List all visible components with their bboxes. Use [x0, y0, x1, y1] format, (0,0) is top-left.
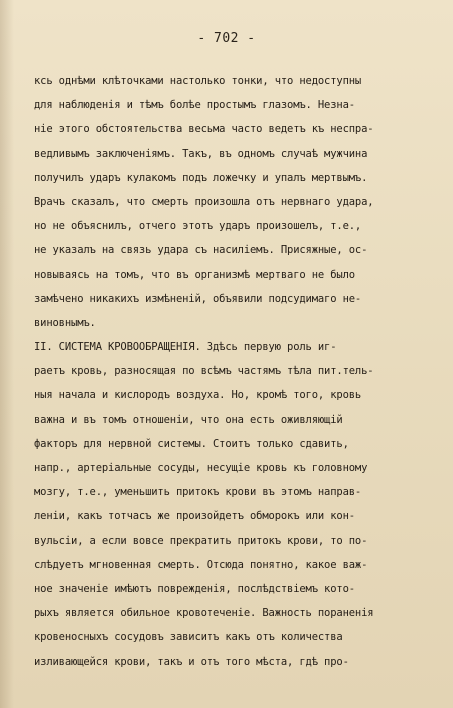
text-line: получилъ ударъ кулакомъ подъ ложечку и упалъ мертвымъ. — [34, 171, 368, 184]
text-line: кровеносныхъ сосудовъ зависитъ какъ отъ количества — [34, 631, 343, 644]
text-line: ксь однѣми клѣточками настолько тонки, что недоступны — [34, 75, 362, 87]
text-line: Врачъ сказалъ, что смерть произошла отъ нервнаго удара, — [34, 195, 374, 208]
text-line: новываясь на томъ, что въ организмѣ мертваго не было — [34, 268, 355, 281]
text-line: рыхъ является обильное кровотеченіе. Важность пораненія — [34, 607, 374, 620]
text-line: для наблюденія и тѣмъ болѣе простымъ глазомъ. Незна- — [34, 99, 355, 112]
text-line: факторъ для нервной системы. Стоитъ только сдавить, — [34, 437, 349, 450]
text-line: напр., артеріальные сосуды, несущіе кровь къ головному — [34, 462, 368, 474]
text-line: раетъ кровь, разносящая по всѣмъ частямъ тѣла пит.тель- — [34, 365, 374, 378]
text-line: изливающейся крови, такъ и отъ того мѣста, гдѣ про- — [34, 655, 349, 668]
text-line: виновнымъ. — [34, 316, 96, 329]
page-number: - 702 - — [197, 31, 256, 46]
text-line: вульсіи, а если вовсе прекратить притокъ крови, то по- — [34, 534, 368, 547]
text-line: замѣчено никакихъ измѣненій, объявили подсудимаго не- — [34, 292, 362, 305]
text-line: ныя начала и кислородъ воздуха. Но, кромѣ того, кровь — [34, 389, 362, 402]
text-line: ное значеніе имѣютъ поврежденія, послѣдствіемъ кото- — [34, 582, 355, 595]
body-text — [34, 69, 434, 674]
text-line: леніи, какъ тотчасъ же произойдетъ обморокъ или кон- — [34, 510, 355, 523]
text-line: ніе этого обстоятельства весьма часто ведетъ къ неспра- — [34, 123, 374, 136]
text-line: важна и въ томъ отношеніи, что она есть оживляющій — [34, 413, 343, 426]
text-line: слѣдуетъ мгновенная смерть. Отсюда понятно, какое важ- — [34, 558, 368, 571]
text-line: ведливымъ заключеніямъ. Такъ, въ одномъ случаѣ мужчина — [34, 147, 368, 160]
text-line: не указалъ на связь удара съ насиліемъ. Присяжные, ос- — [34, 244, 368, 257]
text-line: но не объяснилъ, отчего этотъ ударъ произошелъ, т.е., — [34, 220, 362, 233]
text-line: мозгу, т.е., уменьшить притокъ крови въ этомъ направ- — [34, 486, 362, 499]
section-heading-line: II. СИСТЕМА КРОВООБРАЩЕНІЯ. Здѣсь первую роль иг- — [34, 341, 337, 354]
